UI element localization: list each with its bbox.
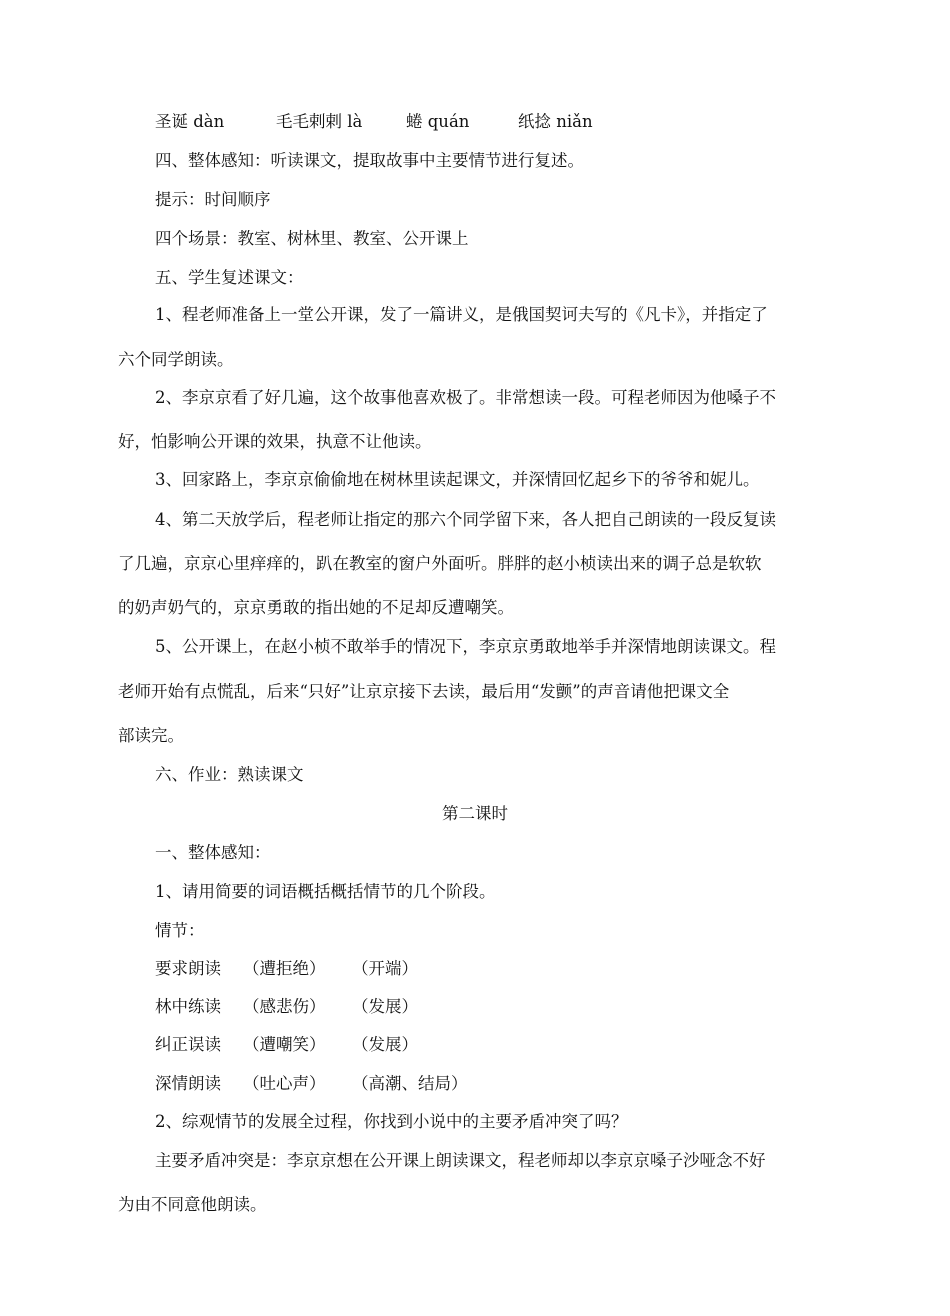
paragraph-4-line-1: 4、第二天放学后，程老师让指定的那六个同学留下来，各人把自己朗读的一段反复读: [155, 510, 776, 529]
plot-stage: 纠正误读: [155, 1035, 221, 1054]
lesson-2-heading: 一、整体感知：: [155, 843, 271, 862]
paragraph-1-line-1: 1、程老师准备上一堂公开课，发了一篇讲义，是俄国契诃夫写的《凡卡》，并指定了: [155, 305, 768, 324]
section-6-heading: 六、作业：熟读课文: [155, 765, 304, 784]
paragraph-1-line-2: 六个同学朗读。: [118, 350, 234, 369]
plot-event: （吐心声）: [243, 1074, 326, 1093]
plot-phase: （发展）: [352, 997, 418, 1016]
section-4-heading: 四、整体感知：听读课文，提取故事中主要情节进行复述。: [155, 151, 584, 170]
plot-stage: 深情朗读: [155, 1074, 221, 1093]
pinyin-item: 圣诞 dàn: [155, 112, 225, 131]
paragraph-5-line-2: 老师开始有点慌乱，后来“只好”让京京接下去读，最后用“发颤”的声音请他把课文全: [118, 682, 730, 701]
plot-label: 情节：: [155, 921, 205, 940]
answer-line-2: 为由不同意他朗读。: [118, 1195, 267, 1214]
plot-event: （遭嘲笑）: [243, 1035, 326, 1054]
paragraph-4-line-3: 的奶声奶气的，京京勇敢的指出她的不足却反遭嘲笑。: [118, 598, 514, 617]
plot-event: （遭拒绝）: [243, 959, 326, 978]
plot-phase: （高潮、结局）: [352, 1074, 468, 1093]
plot-stage: 要求朗读: [155, 959, 221, 978]
question-2: 2、综观情节的发展全过程，你找到小说中的主要矛盾冲突了吗？: [155, 1112, 628, 1131]
lesson-2-title: 第二课时: [442, 804, 508, 823]
question-1: 1、请用简要的词语概括概括情节的几个阶段。: [155, 882, 496, 901]
plot-event: （感悲伤）: [243, 997, 326, 1016]
paragraph-4-line-2: 了几遍，京京心里痒痒的，趴在教室的窗户外面听。胖胖的赵小桢读出来的调子总是软软: [118, 554, 762, 573]
pinyin-item: 蜷 quán: [406, 112, 470, 131]
paragraph-5-line-1: 5、公开课上，在赵小桢不敢举手的情况下，李京京勇敢地举手并深情地朗读课文。程: [155, 637, 776, 656]
paragraph-2-line-1: 2、李京京看了好几遍，这个故事他喜欢极了。非常想读一段。可程老师因为他嗓子不: [155, 388, 776, 407]
answer-line-1: 主要矛盾冲突是：李京京想在公开课上朗读课文，程老师却以李京京嗓子沙哑念不好: [155, 1151, 766, 1170]
section-4-hint: 提示：时间顺序: [155, 190, 271, 209]
paragraph-3-line-1: 3、回家路上，李京京偷偷地在树林里读起课文，并深情回忆起乡下的爷爷和妮儿。: [155, 470, 760, 489]
plot-phase: （开端）: [352, 959, 418, 978]
plot-stage: 林中练读: [155, 997, 221, 1016]
plot-phase: （发展）: [352, 1035, 418, 1054]
paragraph-5-line-3: 部读完。: [118, 726, 184, 745]
section-5-heading: 五、学生复述课文：: [155, 268, 304, 287]
pinyin-item: 毛毛剌剌 là: [276, 112, 363, 131]
paragraph-2-line-2: 好，怕影响公开课的效果，执意不让他读。: [118, 432, 432, 451]
section-4-scenes: 四个场景：教室、树林里、教室、公开课上: [155, 229, 469, 248]
pinyin-item: 纸捻 niǎn: [518, 112, 593, 131]
